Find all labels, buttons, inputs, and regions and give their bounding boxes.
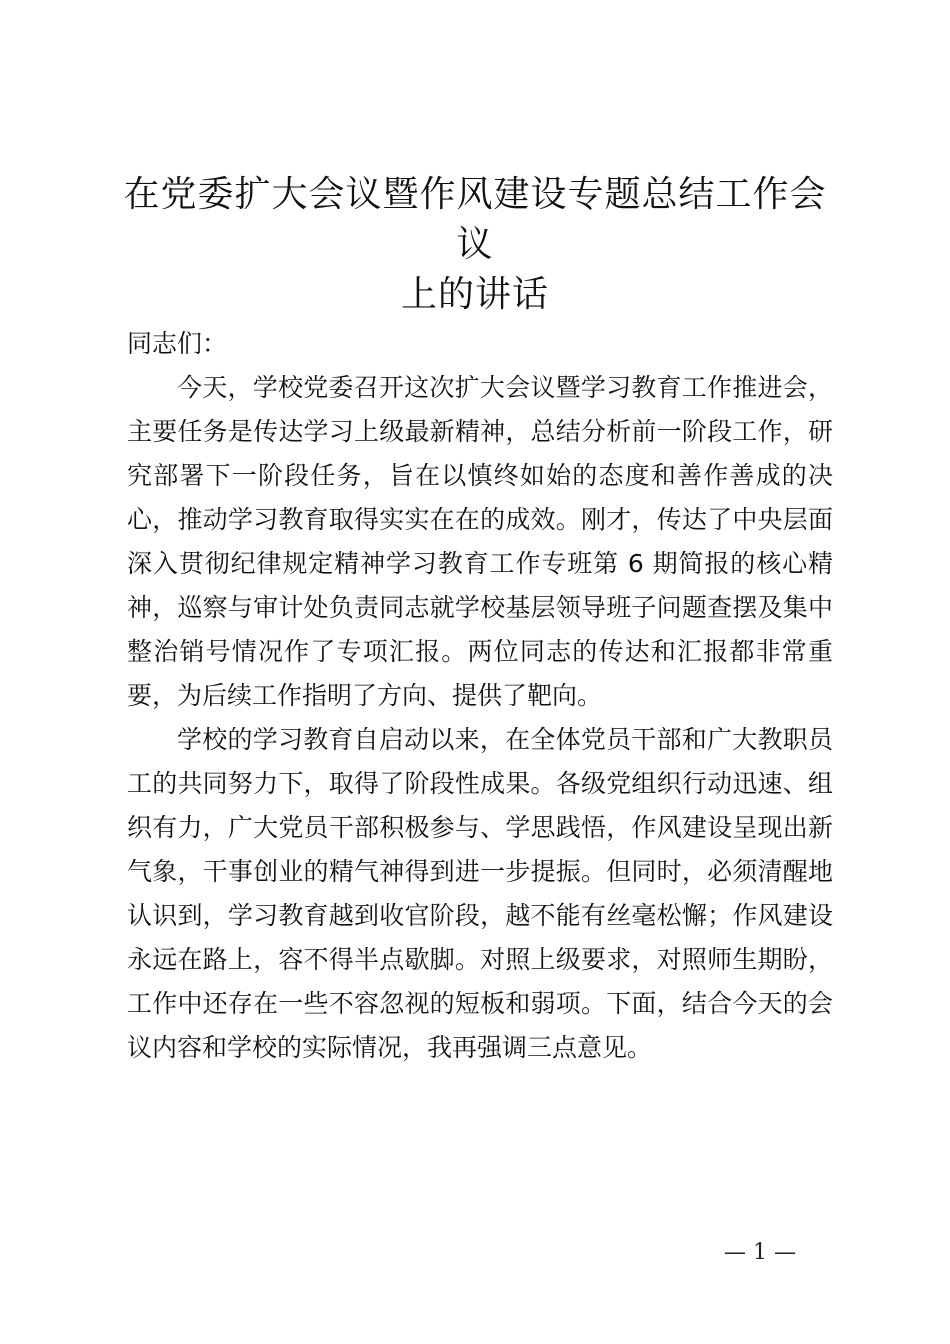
paragraph-1: 今天，学校党委召开这次扩大会议暨学习教育工作推进会，主要任务是传达学习上级最新精神，总结分析前一阶段工作，研究部署下一阶段任务，旨在以慎终如始的态度和善作善成的决心，推动学习教育取得实实在在的成效。刚才，传达了中央层面深入贯彻纪律规定精神学习教育工作专班第 6 期简报的核心精神，巡察与审计处负责同志就学校基层领导班子问题查摆及集中整治销号情况作了专项汇报。两位同志的传达和汇报都非常重要，为后续工作指明了方向、提供了靶向。	[127, 373, 833, 710]
salutation: 同志们：	[127, 329, 228, 358]
document-title	[110, 170, 840, 320]
title-line-1: 在党委扩大会议暨作风建设专题总结工作会议	[123, 174, 827, 265]
page-number: — 1 —	[724, 1240, 796, 1265]
paragraph-2: 学校的学习教育自启动以来，在全体党员干部和广大教职员工的共同努力下，取得了阶段性成果。各级党组织行动迅速、组织有力，广大党员干部积极参与、学思践悟，作风建设呈现出新气象，干事创业的精气神得到进一步提振。但同时，必须清醒地认识到，学习教育越到收官阶段，越不能有丝毫松懈；作风建设永远在路上，容不得半点歇脚。对照上级要求，对照师生期盼，工作中还存在一些不容忽视的短板和弱项。下面，结合今天的会议内容和学校的实际情况，我再强调三点意见。	[127, 725, 833, 1062]
title-line-2: 上的讲话	[400, 274, 549, 315]
document-body	[127, 322, 833, 1070]
